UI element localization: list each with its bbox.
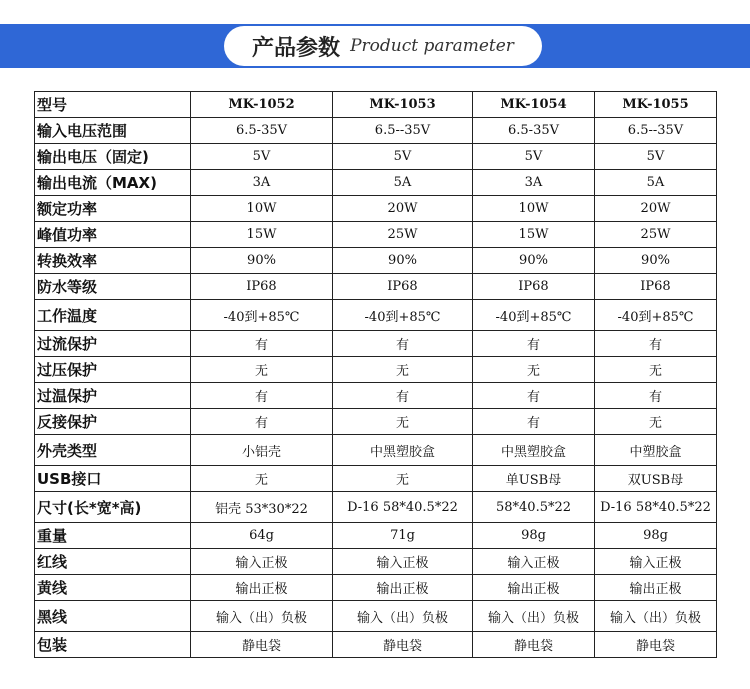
value-cell: 20W [333,196,473,222]
value-cell: 输入正极 [473,549,595,575]
model-cell: MK-1054 [473,92,595,118]
value-cell: 5A [333,170,473,196]
value-cell: 6.5-35V [191,118,333,144]
table-row [35,575,717,601]
value-cell: 静电袋 [191,632,333,658]
table-row [35,523,717,549]
value-cell: 64g [191,523,333,549]
value-cell: 有 [473,383,595,409]
value-cell: 71g [333,523,473,549]
row-label: 输出电流（MAX) [35,170,191,196]
row-label: 黑线 [35,601,191,632]
value-cell: 中黑塑胶盒 [473,435,595,466]
value-cell: 铝壳 53*30*22 [191,492,333,523]
value-cell: 输入正极 [595,549,717,575]
value-cell: 6.5-35V [473,118,595,144]
table-row [35,248,717,274]
title-banner [224,26,542,66]
value-cell: D-16 58*40.5*22 [595,492,717,523]
row-label: 过温保护 [35,383,191,409]
value-cell: 有 [191,383,333,409]
value-cell: 有 [333,331,473,357]
table-row [35,357,717,383]
value-cell: 10W [473,196,595,222]
value-cell: 5V [333,144,473,170]
value-cell: 输入正极 [191,549,333,575]
value-cell: 静电袋 [595,632,717,658]
table-row [35,300,717,331]
value-cell: 3A [473,170,595,196]
value-cell: 有 [473,331,595,357]
row-label: 外壳类型 [35,435,191,466]
table-row [35,409,717,435]
value-cell: 中黑塑胶盒 [333,435,473,466]
value-cell: 输入（出）负极 [191,601,333,632]
table-row [35,144,717,170]
value-cell: IP68 [595,274,717,300]
value-cell: 5V [595,144,717,170]
value-cell: 有 [191,409,333,435]
table-row [35,549,717,575]
table-row [35,601,717,632]
table-row [35,274,717,300]
row-label: 额定功率 [35,196,191,222]
value-cell: 输出正极 [333,575,473,601]
row-label: 转换效率 [35,248,191,274]
value-cell: 输入正极 [333,549,473,575]
value-cell: 静电袋 [473,632,595,658]
table-row [35,118,717,144]
value-cell: 有 [595,383,717,409]
spec-table-body [35,92,717,658]
value-cell: -40到+85℃ [191,300,333,331]
value-cell: IP68 [191,274,333,300]
row-label: 尺寸(长*宽*高) [35,492,191,523]
value-cell: -40到+85℃ [333,300,473,331]
row-label: 过流保护 [35,331,191,357]
value-cell: 20W [595,196,717,222]
row-label: 红线 [35,549,191,575]
row-label: USB接口 [35,466,191,492]
value-cell: 5V [473,144,595,170]
table-row [35,331,717,357]
value-cell: -40到+85℃ [473,300,595,331]
value-cell: 静电袋 [333,632,473,658]
value-cell: -40到+85℃ [595,300,717,331]
value-cell: 无 [191,357,333,383]
row-label: 黄线 [35,575,191,601]
value-cell: 无 [191,466,333,492]
model-cell: MK-1053 [333,92,473,118]
value-cell: 有 [595,331,717,357]
title-chinese: 产品参数 [252,35,341,61]
value-cell: 15W [191,222,333,248]
value-cell: 单USB母 [473,466,595,492]
value-cell: 输出正极 [191,575,333,601]
table-row [35,492,717,523]
value-cell: 90% [191,248,333,274]
value-cell: 输入（出）负极 [333,601,473,632]
table-row [35,196,717,222]
value-cell: IP68 [333,274,473,300]
value-cell: D-16 58*40.5*22 [333,492,473,523]
spec-table [34,91,717,658]
value-cell: 25W [595,222,717,248]
value-cell: 15W [473,222,595,248]
value-cell: 90% [333,248,473,274]
row-label: 防水等级 [35,274,191,300]
header-label: 型号 [35,92,191,118]
value-cell: IP68 [473,274,595,300]
row-label: 输出电压（固定) [35,144,191,170]
value-cell: 5V [191,144,333,170]
value-cell: 98g [595,523,717,549]
model-cell: MK-1052 [191,92,333,118]
row-label: 峰值功率 [35,222,191,248]
value-cell: 输出正极 [473,575,595,601]
value-cell: 输入（出）负极 [473,601,595,632]
value-cell: 90% [473,248,595,274]
table-row [35,383,717,409]
value-cell: 无 [595,357,717,383]
model-cell: MK-1055 [595,92,717,118]
row-label: 过压保护 [35,357,191,383]
table-row [35,222,717,248]
value-cell: 25W [333,222,473,248]
value-cell: 小铝壳 [191,435,333,466]
value-cell: 中塑胶盒 [595,435,717,466]
value-cell: 3A [191,170,333,196]
value-cell: 6.5--35V [333,118,473,144]
table-row [35,435,717,466]
row-label: 包装 [35,632,191,658]
value-cell: 有 [333,383,473,409]
table-header-row [35,92,717,118]
value-cell: 98g [473,523,595,549]
value-cell: 58*40.5*22 [473,492,595,523]
value-cell: 10W [191,196,333,222]
table-row [35,632,717,658]
value-cell: 无 [333,409,473,435]
value-cell: 无 [333,466,473,492]
value-cell: 5A [595,170,717,196]
row-label: 反接保护 [35,409,191,435]
value-cell: 无 [595,409,717,435]
title-english: Product parameter [350,36,514,56]
table-row [35,170,717,196]
value-cell: 有 [473,409,595,435]
value-cell: 无 [333,357,473,383]
value-cell: 6.5--35V [595,118,717,144]
value-cell: 输出正极 [595,575,717,601]
row-label: 重量 [35,523,191,549]
value-cell: 无 [473,357,595,383]
row-label: 工作温度 [35,300,191,331]
value-cell: 双USB母 [595,466,717,492]
table-row [35,466,717,492]
row-label: 输入电压范围 [35,118,191,144]
value-cell: 输入（出）负极 [595,601,717,632]
value-cell: 90% [595,248,717,274]
value-cell: 有 [191,331,333,357]
